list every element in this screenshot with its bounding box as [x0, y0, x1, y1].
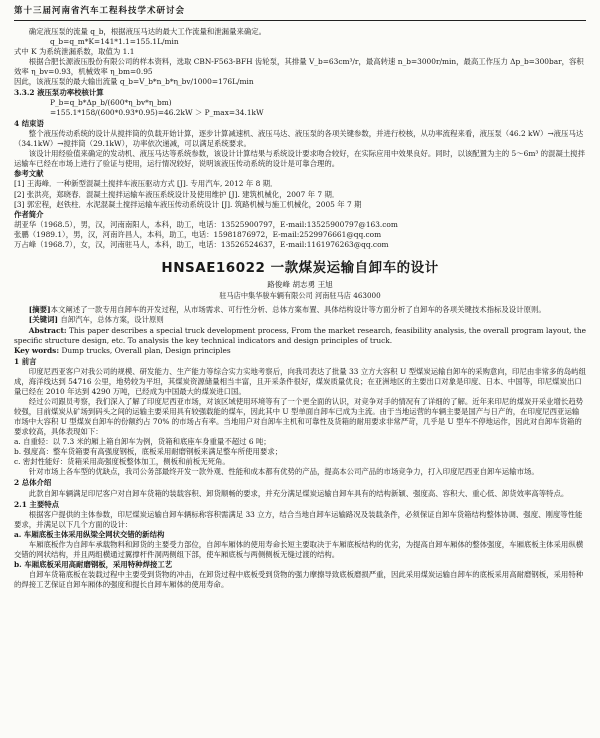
- abstract-cn: [14, 305, 586, 315]
- keywords-cn-label: [关键词]: [28, 315, 58, 325]
- paper-title: HNSAE16022 一款煤炭运输自卸车的设计: [161, 259, 439, 276]
- keywords-en-label: Key words:: [14, 345, 60, 355]
- paragraph: 针对市场上各车型的优缺点，我司公务部最终开发一款外观、性能和成本都有优势的产品，提高本公司产品的市场竞争力，打入印度尼西亚自卸车运输市场。: [28, 467, 539, 477]
- keywords-en-text: Dump trucks, Overall plan, Design principles: [61, 345, 231, 355]
- text-line: c. 密封性能好：货箱采用高强度板整体加工，侧板和前板无死角。: [14, 457, 230, 467]
- section-heading: 1 前言: [14, 356, 37, 366]
- equation-line: P_b=q_b*Δp_b/(600*η_bv*η_bm): [50, 97, 172, 107]
- abstract-cn-label: [摘要]: [28, 305, 51, 315]
- references-section: [14, 169, 586, 209]
- paragraph: 车厢底板作为自卸车承载物料和卸货的主要受力部位，自卸车厢体的使用寿命长短主要取决于车厢底板结构的优劣，为提高自卸车厢体的整体强度，车厢底板主体采用纵横交错的网状结构，并且两组横通过翼撑杆件洞两侧组下部，使车厢底板与两侧侧板无缝过渡的结构。: [14, 539, 584, 559]
- paper-body: [14, 357, 586, 590]
- paragraph: 根据合肥长源液压股份有限公司的样本资料，选取 CBN-F563-BFH 齿轮泵，其排量 V_b=63cm³/r，最高转速 n_b=3000r/min，最高工作压力 Δp_b=300bar，容积效率 η_bv=0.93，机械效率 η_bm=0.95: [14, 56, 584, 76]
- paragraph: 根据客户提供的主体参数，印尼煤炭运输自卸车辆标称容积需满足 33 立方，结合当地自卸车运输路况及装载条件，必须保证自卸车货箱结构整体协调、强度、刚度等性能要求，并满足以下几个方面的设计：: [14, 509, 583, 529]
- abstract-cn-text: 本文阐述了一款专用自卸车的开发过程，从市场需求、可行性分析、总体方案布置、具体结构设计等方面分析了自卸车的各项关键技术指标及设计原则。: [50, 305, 546, 315]
- subsection-heading: b. 车厢底板采用高耐磨钢板，采用特种焊接工艺: [14, 559, 173, 569]
- paragraph: 此款自卸车辆满足印尼客户对自卸车货箱的装载容积、卸货顺畅的要求，并充分满足煤炭运输自卸车具有的结构新颖、强度高、容积大、重心低、卸货效率高等特点。: [28, 488, 569, 498]
- author-info-section: [14, 210, 586, 250]
- previous-paper-tail: [14, 27, 586, 170]
- paragraph: 自卸车货箱底板在装载过程中主要受到货物的冲击，在卸货过程中底板受到货物的强力摩擦导致底板磨损严重，因此采用煤炭运输自卸车的底板采用高耐磨钢板，采用特种的焊接工艺保证自卸车厢体的强度和提长自卸车厢体的使用寿命。: [14, 570, 584, 590]
- author-info-item: 万占峰（1968.7），女，汉，河南驻马人，本科，助工，电话：13526524637，E-mail:1161976263@qq.com: [14, 239, 389, 249]
- author-info-item: 胡亚华（1968.5），男，汉，河南南阳人，本科，助工，电话：13525900797，E-mail:13525900797@163.com: [14, 219, 398, 229]
- keywords-cn: [14, 315, 586, 325]
- subsection-heading: a. 车厢底板主体采用纵梁全网状交错的新结构: [14, 529, 165, 539]
- paper-affiliation: 驻马店中集华骏车辆有限公司 河南驻马店 463000: [219, 290, 381, 300]
- paragraph: 经过公司跟员考察，我们深入了解了印度尼西亚市场，对该区域使用环境等有了一个更全面的认识，对竞争对手的情况有了详细的了解。近年来印尼的煤炭开采业增长趋势较强，目前煤炭从矿场到码头之间的运输主要采用具有较强载能的煤车，因此其中 U 型单面自卸车已成为主流。由于当地运营的车辆主要是国产与日产的，在印度尼西亚运输市场中大容积 U 型煤炭自卸车的份额约占 70% 的市场占有率。当地用户对自卸车主机和可靠性及货箱的耐用要求非常严苛，几乎是 U 型车不停地运作，因此对自卸车货箱的要求较高，具体表现如下：: [14, 396, 584, 437]
- section-heading: 2 总体介绍: [14, 478, 52, 488]
- paragraph: 印度尼西亚客户对我公司的规模、研发能力、生产能力等综合实力实地考察后，向我司表达了批量 33 立方大容积 U 型煤炭运输自卸车的采购意向，印尼由非常多的岛屿组成，海洋线达到 54716 公里，地势较为平坦，其煤炭资源储量相当丰富，且开采条件很好，煤炭质量优良；在亚洲地区的主要出口对象是印度、日本、中国等，印尼煤炭出口量已经在 2010 年达到 4290 万吨，已经成为中国最大的煤炭进口国。: [14, 366, 586, 396]
- reference-item: [2] 张洪亮，郑晓春．混凝土搅拌运输车液压系统设计及使用维护 [J]. 建筑机械化，2007 年 7 期．: [14, 189, 340, 199]
- references-title: 参考文献: [14, 169, 44, 179]
- paragraph: 该设计用经验值来确定的发动机、液压马达等系统参数，该设计计算结果与系统设计要求吻合较好，在实际应用中效果良好。同时，以该配置为主的 5～6m³ 的混凝土搅拌运输车已经在市场上进行了验证与使用，运行情况较好，说明该液压传动系统的设计是可靠合理的。: [14, 149, 586, 169]
- abstract-en: [14, 326, 586, 346]
- text-line: 式中 K 为系统泄漏系数，取值为 1.1: [14, 46, 135, 56]
- text-line: a. 自重轻：以 7.3 米的厢上箱自卸车为例，货箱和底座车身重量不超过 6 吨；: [14, 437, 271, 447]
- abstract-en-text: This paper describes a special truck development process, From the market research, feasibility analysis, the overall program layout, the specific structure design, etc. To analysis the key technical indicators and design principles of truck.: [14, 325, 586, 345]
- text-line: 因此，该液压泵的最大输出流量 q_b=V_b*n_b*η_bv/1000=176L/min: [14, 76, 254, 86]
- reference-item: [3] 郭宏程，赵铁柱．水泥混凝土搅拌运输车液压传动系统设计 [J]. 筑路机械与施工机械化，2005 年 7 期: [14, 199, 362, 209]
- equation-line: =155.1*158/(600*0.93*0.95)=46.2kW ＞ P_max=34.1kW: [50, 108, 264, 118]
- paper-authors: 路俊峰 胡志勇 王旭: [267, 280, 333, 290]
- section-heading: 3.3.2 液压泵功率校核计算: [14, 87, 104, 97]
- running-header: 第十三届河南省汽车工程科技学术研讨会: [14, 6, 586, 21]
- text-line: b. 强度高：整车货箱要有高强度钢板，底板采用耐磨钢板来满足整车所使用要求；: [14, 447, 283, 457]
- keywords-cn-text: 自卸汽车，总体方案，设计原则: [60, 315, 164, 325]
- equation-line: q_b=q_m*K=141*1.1=155.1L/min: [50, 36, 179, 46]
- section-heading: 2.1 主要特点: [14, 499, 59, 509]
- author-info-item: 张鹏（1989.1），男，汉，河南许昌人，本科，助工，电话：15981876972，E-mail:2529976661@qq.com: [14, 229, 382, 239]
- reference-item: [1] 王海峰．一种新型混凝土搅拌车液压驱动方式 [J]. 专用汽车, 2012 年 8 期．: [14, 179, 278, 189]
- author-info-title: 作者简介: [14, 209, 44, 219]
- paragraph: 确定液压泵的流量 q_b，根据液压马达的最大工作流量和泄漏量来确定。: [28, 26, 267, 36]
- keywords-en: [14, 346, 586, 356]
- paragraph: 整个液压传动系统的设计从搅拌筒的负载开始计算，逐步计算减速机、液压马达、液压泵的各项关键参数，并进行校核，从功率流程来看，液压泵（46.2 kW）→液压马达（34.1kW）→搅拌筒（29.1kW），功率依次递减，可以满足系统要求。: [14, 129, 584, 149]
- abstract-en-label: Abstract:: [28, 325, 67, 335]
- section-heading: 4 结束语: [14, 119, 44, 129]
